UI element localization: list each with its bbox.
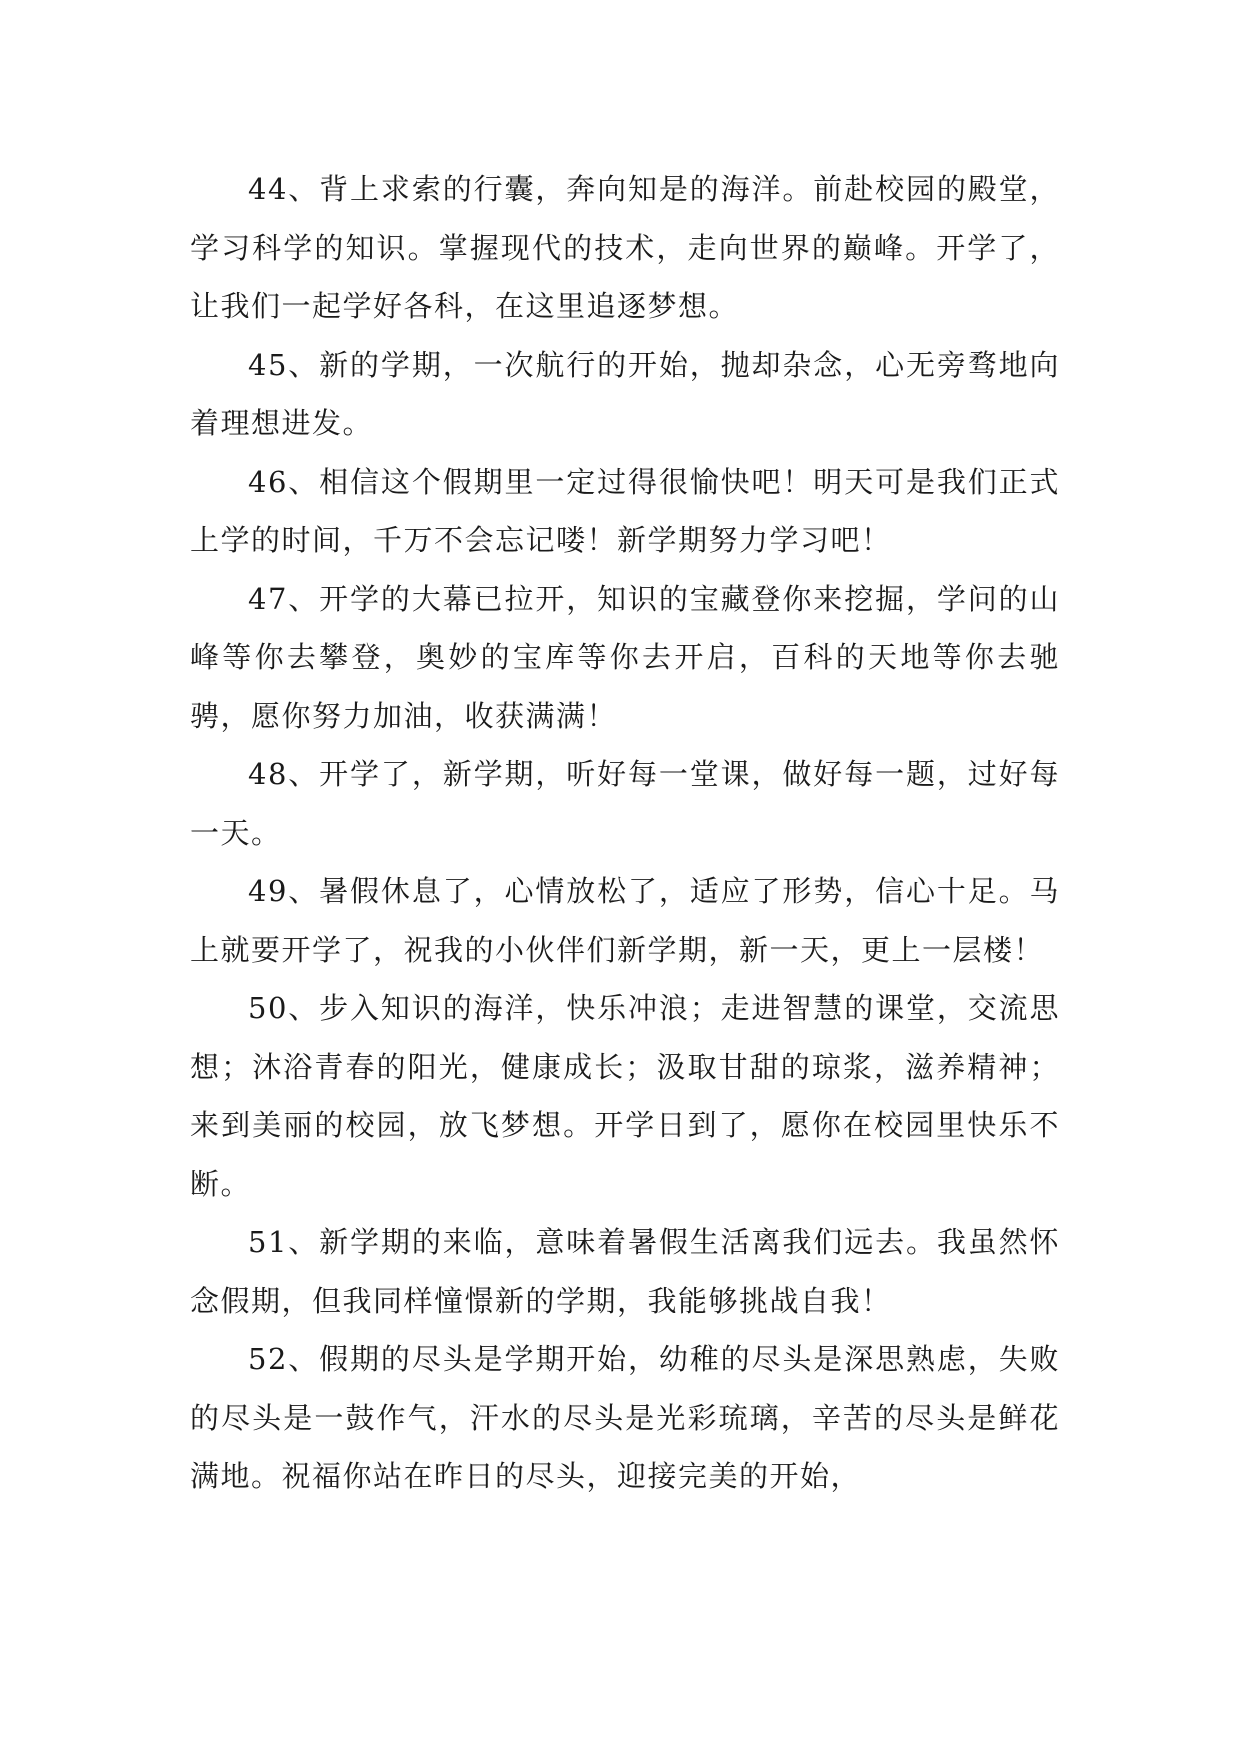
paragraph-52: 52、假期的尽头是学期开始，幼稚的尽头是深思熟虑，失败的尽头是一鼓作气，汗水的尽头是光彩琉璃，辛苦的尽头是鲜花满地。祝福你站在昨日的尽头，迎接完美的开始， <box>190 1342 1060 1493</box>
paragraph-48: 48、开学了，新学期，听好每一堂课，做好每一题，过好每一天。 <box>190 757 1060 850</box>
document-body <box>190 160 1060 1506</box>
paragraph-49: 49、暑假休息了，心情放松了，适应了形势，信心十足。马上就要开学了，祝我的小伙伴们新学期，新一天，更上一层楼！ <box>190 874 1060 967</box>
paragraph-47: 47、开学的大幕已拉开，知识的宝藏登你来挖掘，学问的山峰等你去攀登，奥妙的宝库等你去开启，百科的天地等你去驰骋，愿你努力加油，收获满满！ <box>190 581 1060 733</box>
paragraph-46: 46、相信这个假期里一定过得很愉快吧！明天可是我们正式上学的时间，千万不会忘记喽！新学期努力学习吧！ <box>190 464 1060 557</box>
paragraph-51: 51、新学期的来临，意味着暑假生活离我们远去。我虽然怀念假期，但我同样憧憬新的学期，我能够挑战自我！ <box>190 1225 1060 1318</box>
paragraph-45: 45、新的学期，一次航行的开始，抛却杂念，心无旁骛地向着理想进发。 <box>190 347 1060 440</box>
paragraph-50: 50、步入知识的海洋，快乐冲浪；走进智慧的课堂，交流思想；沐浴青春的阳光，健康成长；汲取甘甜的琼浆，滋养精神；来到美丽的校园，放飞梦想。开学日到了，愿你在校园里快乐不断。 <box>190 991 1060 1201</box>
paragraph-44: 44、背上求索的行囊，奔向知是的海洋。前赴校园的殿堂，学习科学的知识。掌握现代的技术，走向世界的巅峰。开学了，让我们一起学好各科，在这里追逐梦想。 <box>190 172 1060 323</box>
